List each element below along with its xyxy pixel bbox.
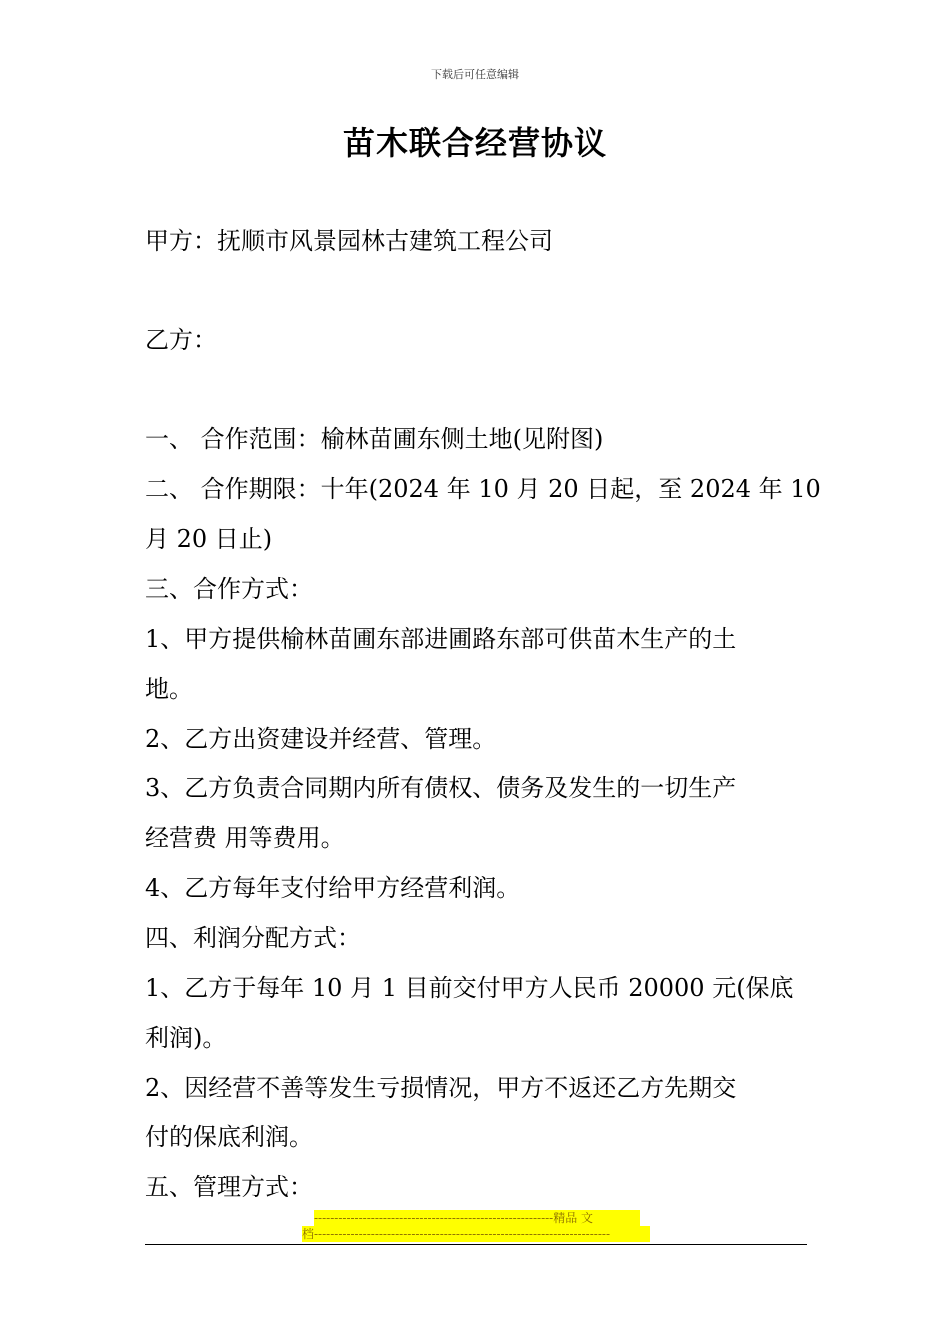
document-title: 苗木联合经营协议 xyxy=(342,124,607,162)
party-b-line: 乙方： xyxy=(145,326,217,354)
clause-4-heading: 四、利润分配方式： xyxy=(145,924,361,952)
footer-divider xyxy=(145,1244,807,1245)
clause-4-item-1-cont: 利润)。 xyxy=(145,1024,227,1052)
clause-3-item-1: 1、甲方提供榆林苗圃东部进圃路东部可供苗木生产的土 xyxy=(145,625,737,653)
clause-2-term-cont: 月 20 日止) xyxy=(145,525,273,553)
party-a-line: 甲方：抚顺市风景园林古建筑工程公司 xyxy=(145,227,553,255)
clause-3-item-3: 3、乙方负责合同期内所有债权、债务及发生的一切生产 xyxy=(145,774,737,802)
clause-4-item-2-cont: 付的保底利润。 xyxy=(145,1123,313,1151)
clause-3-heading: 三、合作方式： xyxy=(145,575,313,603)
clause-3-item-2: 2、乙方出资建设并经营、管理。 xyxy=(145,725,497,753)
clause-3-item-4: 4、乙方每年支付给甲方经营利润。 xyxy=(145,874,521,902)
clause-4-item-1: 1、乙方于每年 10 月 1 目前交付甲方人民币 20000 元(保底 xyxy=(145,974,794,1002)
clause-2-term: 二、 合作期限：十年(2024 年 10 月 20 日起，至 2024 年 10 xyxy=(145,475,821,503)
clause-1-scope: 一、 合作范围：榆林苗圃东侧土地(见附图) xyxy=(145,425,604,453)
clause-4-item-2: 2、因经营不善等发生亏损情况，甲方不返还乙方先期交 xyxy=(145,1074,737,1102)
page-header-note: 下载后可任意编辑 xyxy=(431,68,519,81)
footer-banner-line-2: 档------------------------------------------------------------------------- xyxy=(302,1226,650,1242)
footer-banner xyxy=(302,1210,650,1242)
clause-3-item-1-cont: 地。 xyxy=(145,675,193,703)
footer-banner-line-1: -----------------------------------------------------------精品 文 xyxy=(314,1210,640,1226)
clause-5-heading: 五、管理方式： xyxy=(145,1173,313,1201)
clause-3-item-3-cont: 经营费 用等费用。 xyxy=(145,824,345,852)
